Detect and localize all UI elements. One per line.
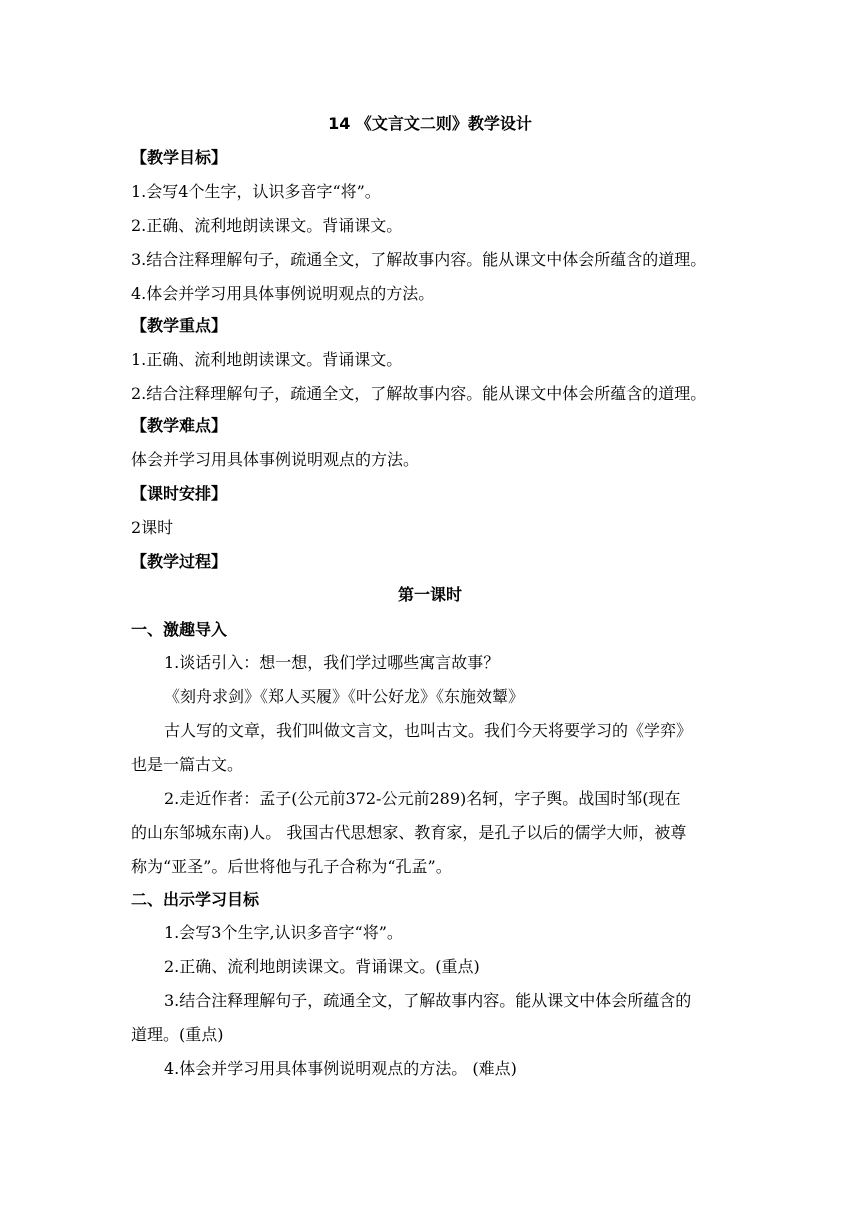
key-point-item: 2.结合注释理解句子，疏通全文，了解故事内容。能从课文中体会所蕴含的道理。 [131, 384, 707, 403]
part-one-line: 《刻舟求剑》《郑人买履》《叶公好龙》《东施效颦》 [164, 687, 525, 706]
part-two-line: 道理。(重点) [131, 1025, 224, 1044]
part-one-heading: 一、激趣导入 [131, 620, 228, 639]
part-one-line: 称为“亚圣”。后世将他与孔子合称为“孔孟”。 [131, 857, 452, 876]
objective-item: 3.结合注释理解句子，疏通全文，了解故事内容。能从课文中体会所蕴含的道理。 [131, 250, 707, 269]
key-point-item: 1.正确、流利地朗读课文。背诵课文。 [131, 350, 403, 369]
part-two-line: 1.会写3个生字,认识多音字“将”。 [164, 923, 403, 942]
part-two-line: 4.体会并学习用具体事例说明观点的方法。 (难点) [164, 1059, 517, 1078]
part-one-line: 古人写的文章，我们叫做文言文，也叫古文。我们今天将要学习的《学弈》 [164, 721, 693, 740]
schedule-heading: 【课时安排】 [131, 484, 228, 503]
key-points-heading: 【教学重点】 [131, 316, 228, 335]
part-one-line: 1.谈话引入：想一想，我们学过哪些寓言故事？ [164, 653, 500, 672]
part-two-line: 3.结合注释理解句子，疏通全文，了解故事内容。能从课文中体会所蕴含的 [164, 991, 692, 1010]
part-one-line: 2.走近作者：孟子(公元前372-公元前289)名轲，字子舆。战国时邹(现在 [164, 789, 681, 808]
part-two-heading: 二、出示学习目标 [131, 890, 260, 909]
schedule-text: 2课时 [131, 518, 174, 537]
objective-item: 2.正确、流利地朗读课文。背诵课文。 [131, 216, 403, 235]
part-one-line: 的山东邹城东南)人。 我国古代思想家、教育家，是孔子以后的儒学大师，被尊 [131, 823, 687, 842]
process-heading: 【教学过程】 [131, 552, 228, 571]
difficulty-heading: 【教学难点】 [131, 416, 228, 435]
document-title: 14 《文言文二则》教学设计 [328, 114, 532, 133]
objective-item: 1.会写4个生字，认识多音字“将”。 [131, 182, 381, 201]
part-two-line: 2.正确、流利地朗读课文。背诵课文。(重点) [164, 957, 480, 976]
objective-item: 4.体会并学习用具体事例说明观点的方法。 [131, 284, 435, 303]
objectives-heading: 【教学目标】 [131, 148, 228, 167]
difficulty-text: 体会并学习用具体事例说明观点的方法。 [131, 450, 420, 469]
lesson-one-heading: 第一课时 [397, 585, 462, 604]
part-one-line: 也是一篇古文。 [131, 755, 244, 774]
